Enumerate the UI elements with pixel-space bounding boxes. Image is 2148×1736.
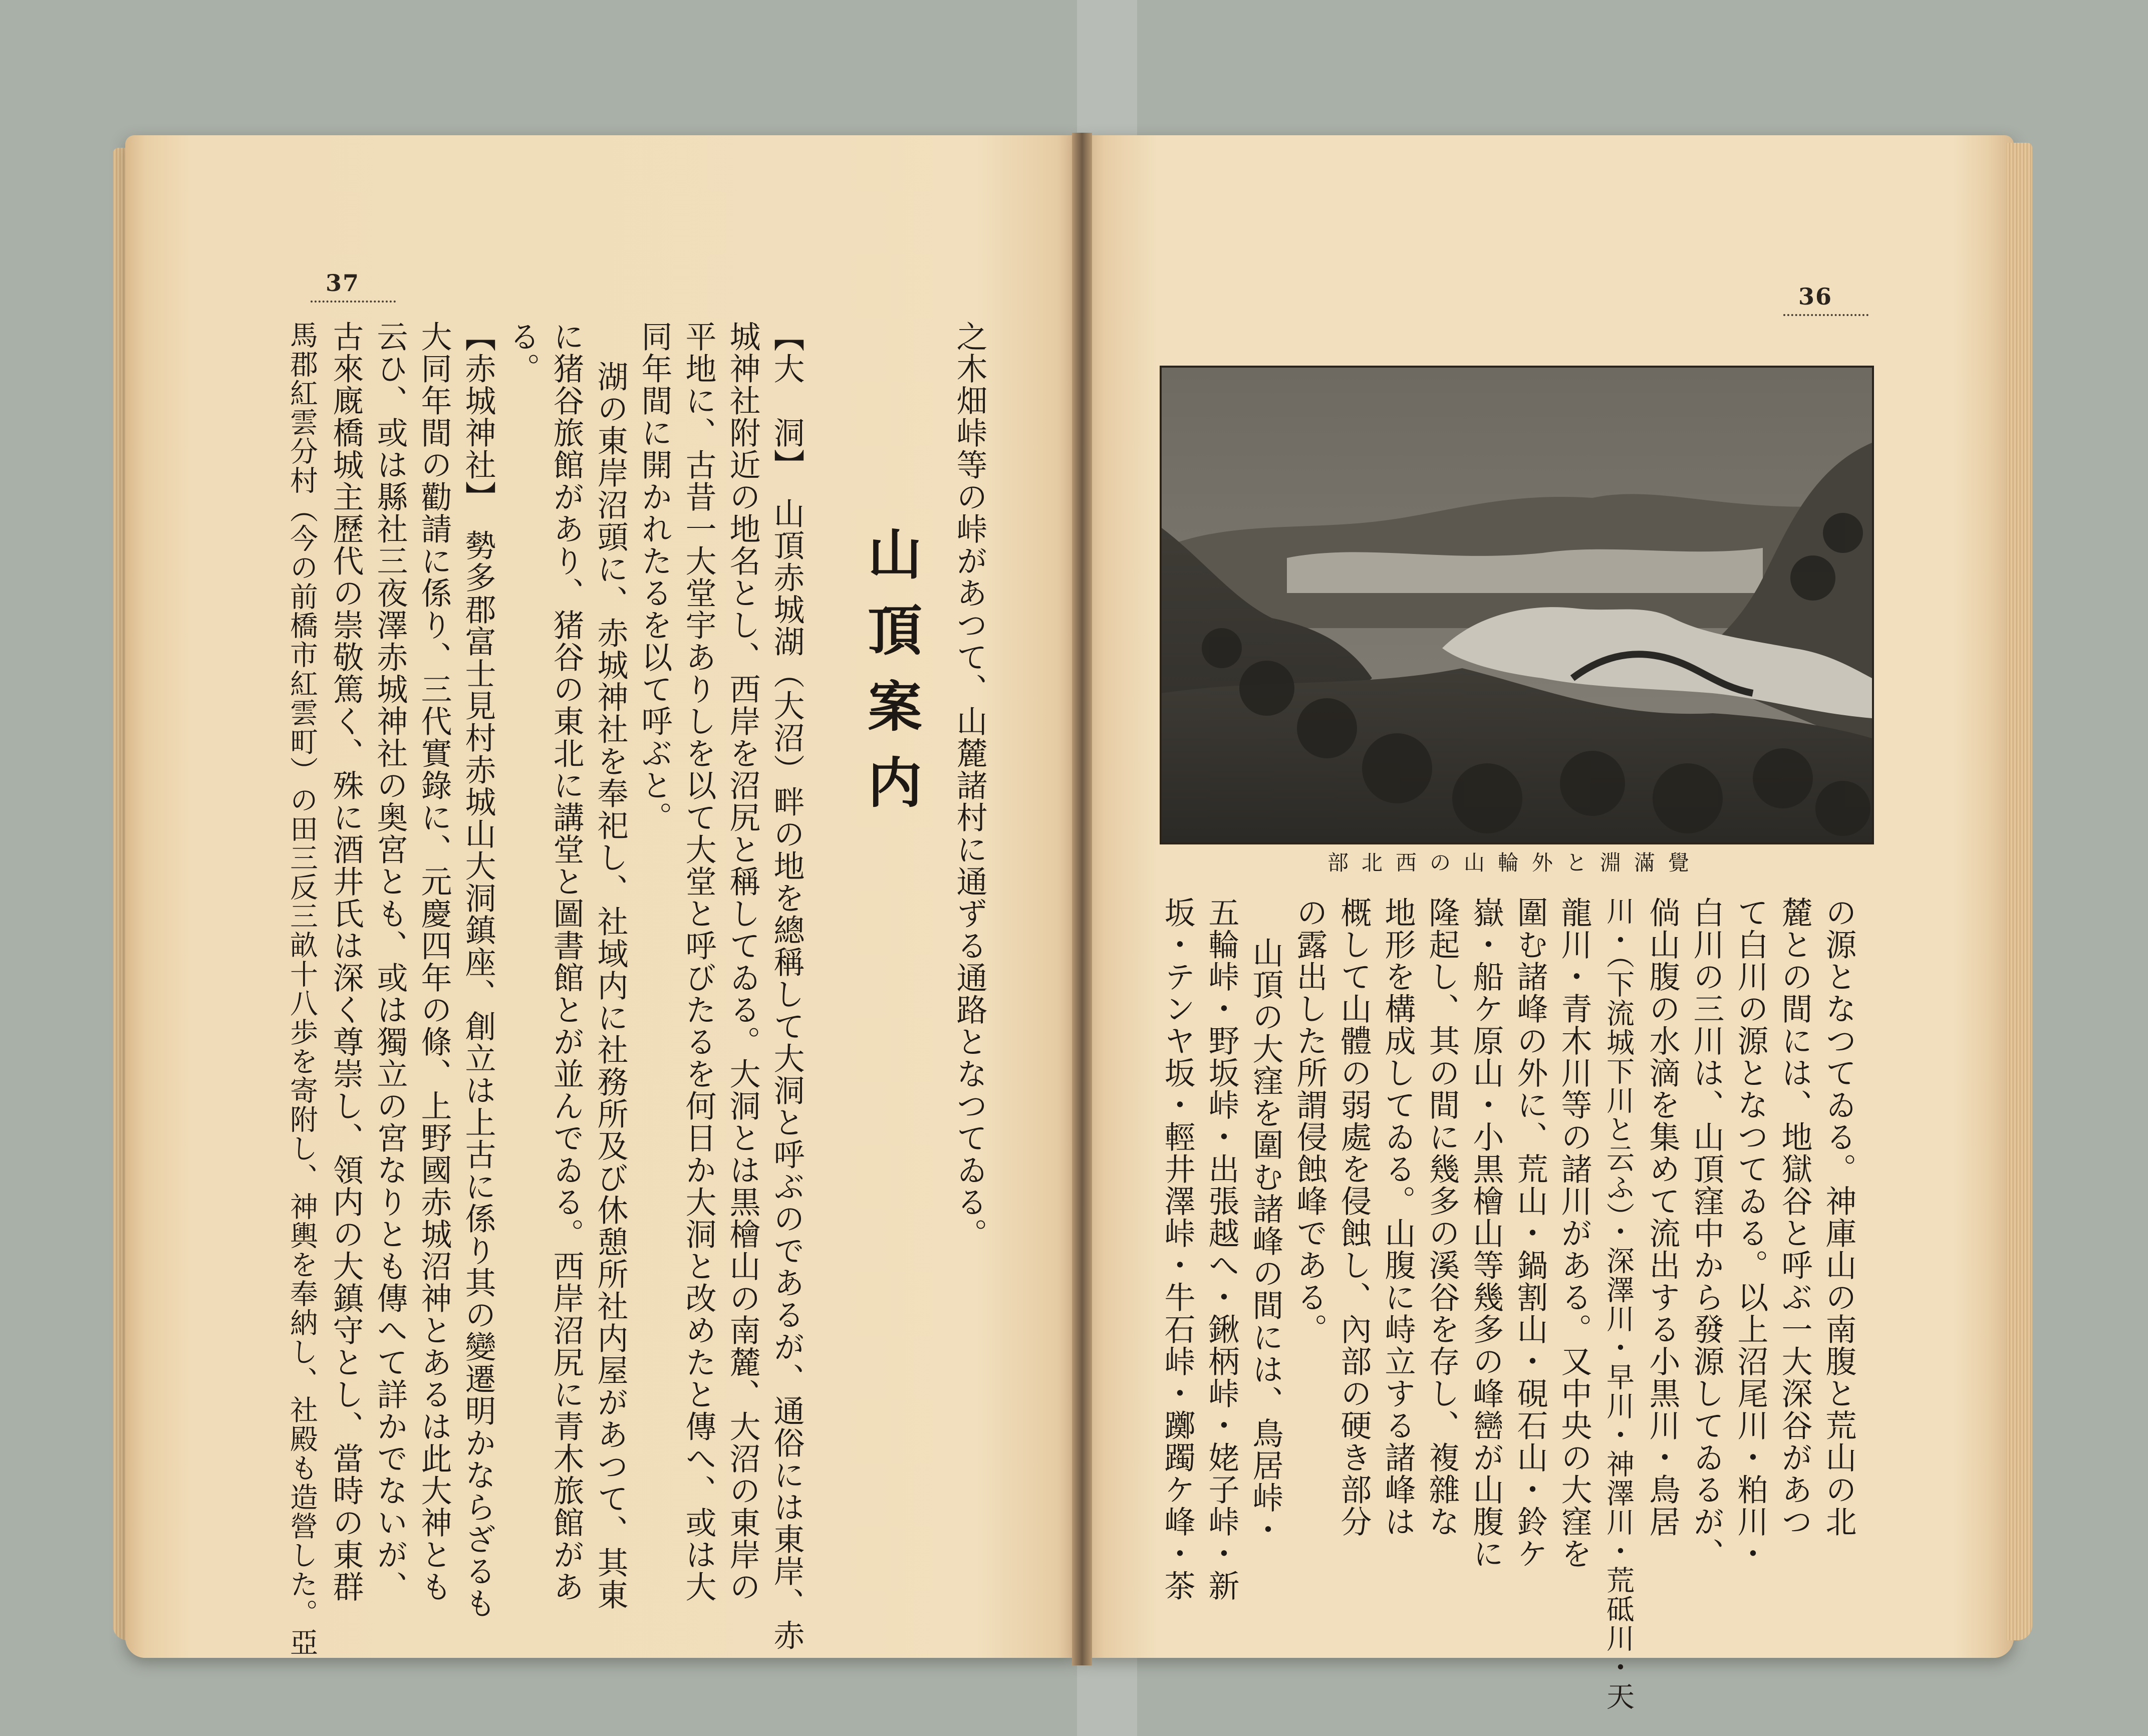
book-gutter [1072,133,1092,1665]
text-column: 山頂の大窪を圍む諸峰の間には、鳥居峠・ [1247,937,1284,1546]
text-column: る。 [504,321,541,385]
photo-caption: 覺滿淵と外輪山の西北部 [1327,850,1702,875]
text-column: 之木畑峠等の峠があつて、山麓諸村に通ずる通路となつてゐる。 [951,321,988,1250]
text-column: 白川の三川は、山頂窪中から發源してゐるが、 [1688,897,1725,1570]
text-column: 平地に、古昔一大堂宇ありしを以て大堂と呼びたるを何日か大洞と改めたと傳へ、或は大 [680,321,717,1603]
text-column: 五輪峠・野坂峠・出張越へ・鍬柄峠・姥子峠・新 [1203,897,1240,1602]
text-column: 馬郡紅雲分村（今の前橋市紅雲町）の田三反三畝十八歩を寄附し、神輿を奉納し、社殿も造營した。亞 [286,321,318,1657]
text-column: 【大 洞】 山頂赤城湖（大沼）畔の地を總稱して大洞と呼ぶのであるが、通俗には東岸、赤 [768,321,805,1651]
text-column: 同年間に開かれたるを以て呼ぶと。 [636,321,673,833]
text-column: 川・（下流城下川と云ふ）・深澤川・早川・神澤川・荒砥川・天 [1602,897,1635,1711]
text-column: 倘山腹の水滴を集めて流出する小黒川・鳥居 [1644,897,1681,1538]
text-column: 城神社附近の地名とし、西岸を沼尻と稱してゐる。大洞とは黒檜山の南麓、大沼の東岸の [724,321,761,1603]
text-column: 大同年間の勸請に係り、三代實錄に、元慶四年の條、上野國赤城沼神とあるは此大神とも [416,321,452,1603]
text-column: 隆起し、其の間に幾多の溪谷を存し、複雜な [1424,897,1460,1538]
text-column: 湖の東岸沼頭に、赤城神社を奉祀し、社域内に社務所及び休憩所社内屋があつて、其東 [592,361,629,1611]
text-column: の露出した所謂侵蝕峰である。 [1291,897,1328,1345]
text-column: に猪谷旅館があり、猪谷の東北に講堂と圖書館とが並んでゐる。西岸沼尻に青木旅館があ [548,321,585,1603]
right-page-edges [2006,143,2032,1640]
lake-landscape-image [1162,368,1872,842]
text-column: て白川の源となつてゐる。以上沼尾川・粕川・ [1732,897,1769,1570]
text-column: 云ひ、或は縣社三夜澤赤城神社の奥宮とも、或は獨立の宮なりとも傳へて詳かでないが、 [372,321,408,1603]
text-column: 【赤城神社】 勢多郡富士見村赤城山大洞鎮座、創立は上古に係り其の變遷明かならざるも [460,321,496,1619]
text-column: 圍む諸峰の外に、荒山・鍋割山・硯石山・鈴ケ [1512,897,1548,1570]
text-column: 嶽・船ケ原山・小黒檜山等幾多の峰巒が山腹に [1468,897,1504,1570]
page-number-right: 36 [1798,283,1833,310]
text-column: 概して山體の弱處を侵蝕し、內部の硬き部分 [1335,897,1372,1538]
text-column: 地形を構成してゐる。山腹に峙立する諸峰は [1380,897,1416,1538]
text-column: 麓との間には、地獄谷と呼ぶ一大深谷があつ [1776,897,1813,1538]
text-column: 古來廐橋城主歷代の崇敬篤く、殊に酒井氏は深く尊崇し、領内の大鎮守とし、當時の東群 [328,321,364,1603]
text-column: 龍川・青木川等の諸川がある。又中央の大窪を [1556,897,1592,1570]
text-column: の源となつてゐる。神庫山の南腹と荒山の北 [1820,897,1857,1538]
text-column: 坂・テンヤ坂・輕井澤峠・牛石峠・躑躅ケ峰・茶 [1159,897,1196,1602]
page-number-left: 37 [326,269,360,297]
section-title: 山頂案内 [859,526,922,830]
landscape-photo [1160,366,1874,844]
